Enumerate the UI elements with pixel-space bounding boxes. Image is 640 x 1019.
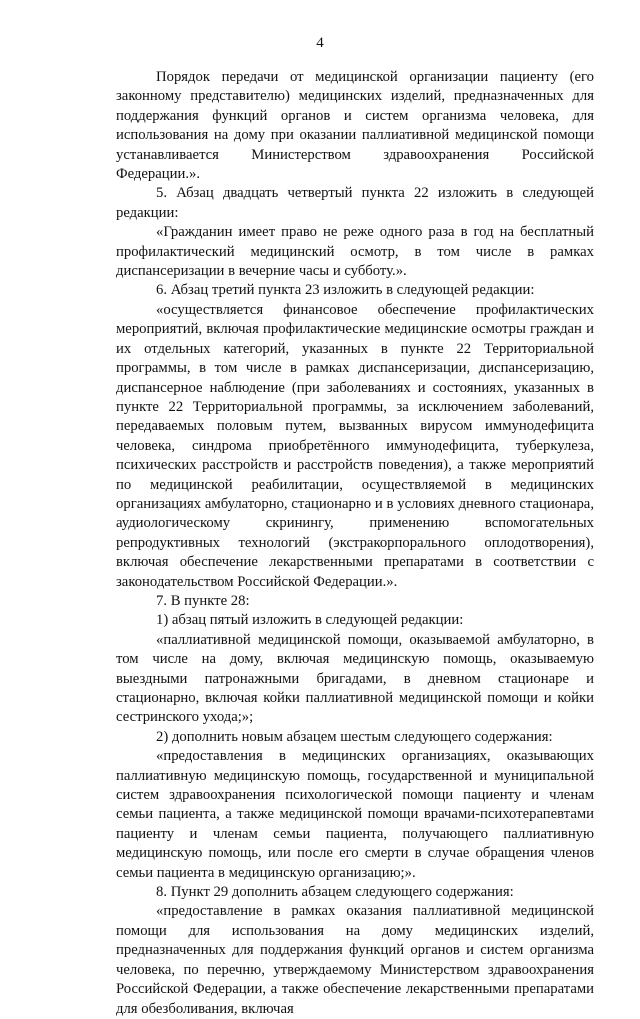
paragraph-item-7-2: 2) дополнить новым абзацем шестым следующего содержания: [156, 728, 553, 745]
document-body [116, 68, 594, 1019]
paragraph-item-6-text: «осуществляется финансовое обеспечение профилактических мероприятий, включая профилактические медицинские осмотры граждан и их отдельных категорий, указанных в пункте 22 Территориальной программы, в том числе в рамках диспансеризации, диспансеризацию, диспансерное наблюдение (при заболеваниях и состояниях, указанных в пункте 22 Территориальной программы, за исключением заболеваний, передаваемых половым путем, вызванных вирусом иммунодефицита человека, синдрома приобретённого иммунодефицита, туберкулеза, психических расстройств и расстройств поведения), а также мероприятий по медицинской реабилитации, осуществляемой в медицинских организациях амбулаторно, стационарно и в условиях дневного стационара, аудиологическому скринингу, применению вспомогательных репродуктивных технологий (экстракорпорального оплодотворения), включая обеспечение лекарственными препаратами в соответствии с законодательством Российской Федерации.». [116, 301, 594, 590]
paragraph-item-8-text: «предоставление в рамках оказания паллиативной медицинской помощи для использования на дому медицинских изделий, предназначенных для поддержания функций органов и систем организма человека, по перечню, утверждаемому Министерством здравоохранения Российской Федерации, а также обеспечение лекарственными препаратами для обезболивания, включая [116, 903, 594, 1017]
paragraph-intro: Порядок передачи от медицинской организации пациенту (его законному представителю) медицинских изделий, предназначенных для поддержания функций органов и систем организма человека, для использования на дому при оказании паллиативной медицинской помощи устанавливается Министерством здравоохранения Российской Федерации.». [116, 69, 594, 183]
page-number: 4 [316, 35, 324, 51]
paragraph-item-5: 5. Абзац двадцать четвертый пункта 22 изложить в следующей редакции: [116, 185, 594, 221]
paragraph-item-8: 8. Пункт 29 дополнить абзацем следующего содержания: [156, 884, 514, 901]
paragraph-item-7-1: 1) абзац пятый изложить в следующей редакции: [156, 612, 464, 629]
paragraph-item-6: 6. Абзац третий пункта 23 изложить в следующей редакции: [156, 282, 535, 299]
paragraph-item-7: 7. В пункте 28: [156, 592, 250, 609]
paragraph-item-7-1-text: «паллиативной медицинской помощи, оказываемой амбулаторно, в том числе на дому, включая медицинскую помощь, оказываемую выездными патронажными бригадами, в дневном стационаре и стационарно, включая койки паллиативной медицинской помощи и койки сестринского ухода;»; [116, 631, 594, 726]
paragraph-item-5-text: «Гражданин имеет право не реже одного раза в год на бесплатный профилактический медицинский осмотр, в том числе в рамках диспансеризации в вечерние часы и субботу.». [116, 224, 594, 280]
paragraph-item-7-2-text: «предоставления в медицинских организациях, оказывающих паллиативную медицинскую помощь, государственной и муниципальной систем здравоохранения психологической помощи пациенту и членам семьи пациента, а также медицинской помощи врачами-психотерапевтами пациенту и членам семьи пациента, получающего паллиативную медицинскую помощь, или после его смерти в случае обращения членов семьи пациента в медицинскую организацию;». [116, 748, 594, 881]
